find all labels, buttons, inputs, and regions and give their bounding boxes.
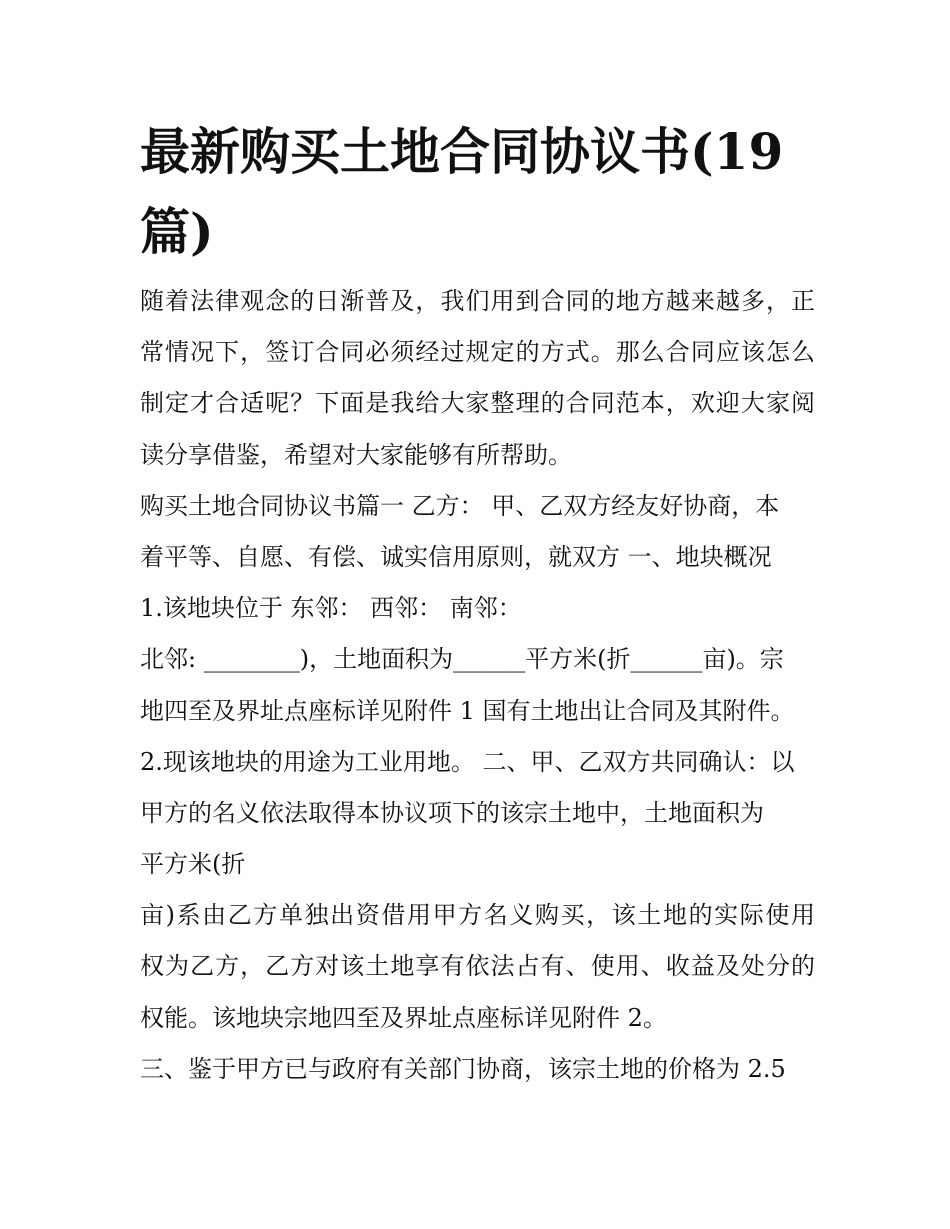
body-line: 读分享借鉴，希望对大家能够有所帮助。 <box>140 440 572 469</box>
title-line-2: 篇) <box>140 202 214 261</box>
body-line: 甲方的名义依法取得本协议项下的该宗土地中，土地面积为 <box>140 798 764 827</box>
body-line: 平方米(折 <box>140 850 246 879</box>
body-line: 亩)系由乙方单独出资借用甲方名义购买，该土地的实际使用 <box>140 901 815 930</box>
body-line: 制定才合适呢？下面是我给大家整理的合同范本，欢迎大家阅 <box>140 389 815 418</box>
body-line: 常情况下，签订合同必须经过规定的方式。那么合同应该怎么 <box>140 338 815 367</box>
body-line: 地四至及界址点座标详见附件 1 国有土地出让合同及其附件。 <box>140 696 795 725</box>
body-line: 权能。该地块宗地四至及界址点座标详见附件 2。 <box>140 1003 667 1032</box>
body-line: 着平等、自愿、有偿、诚实信用原则，就双方 一、地块概况 <box>140 542 772 571</box>
body-line: 权为乙方，乙方对该土地享有依法占有、使用、收益及处分的 <box>140 952 815 981</box>
body-line: 三、鉴于甲方已与政府有关部门协商，该宗土地的价格为 2.5 <box>140 1054 786 1083</box>
document-title <box>140 112 820 272</box>
document-body <box>140 276 815 1095</box>
body-line: 2.现该地块的用途为工业用地。 二、甲、乙双方共同确认：以 <box>140 747 795 776</box>
body-line: 北邻: ________)，土地面积为______平方米(折______亩)。宗 <box>140 645 784 674</box>
body-line: 随着法律观念的日渐普及，我们用到合同的地方越来越多，正 <box>140 287 815 315</box>
body-line: 购买土地合同协议书篇一 乙方： 甲、乙双方经友好协商，本 <box>140 491 780 520</box>
body-line: 1.该地块位于 东邻： 西邻： 南邻： <box>140 594 522 623</box>
title-line-1: 最新购买土地合同协议书(19 <box>140 122 784 181</box>
